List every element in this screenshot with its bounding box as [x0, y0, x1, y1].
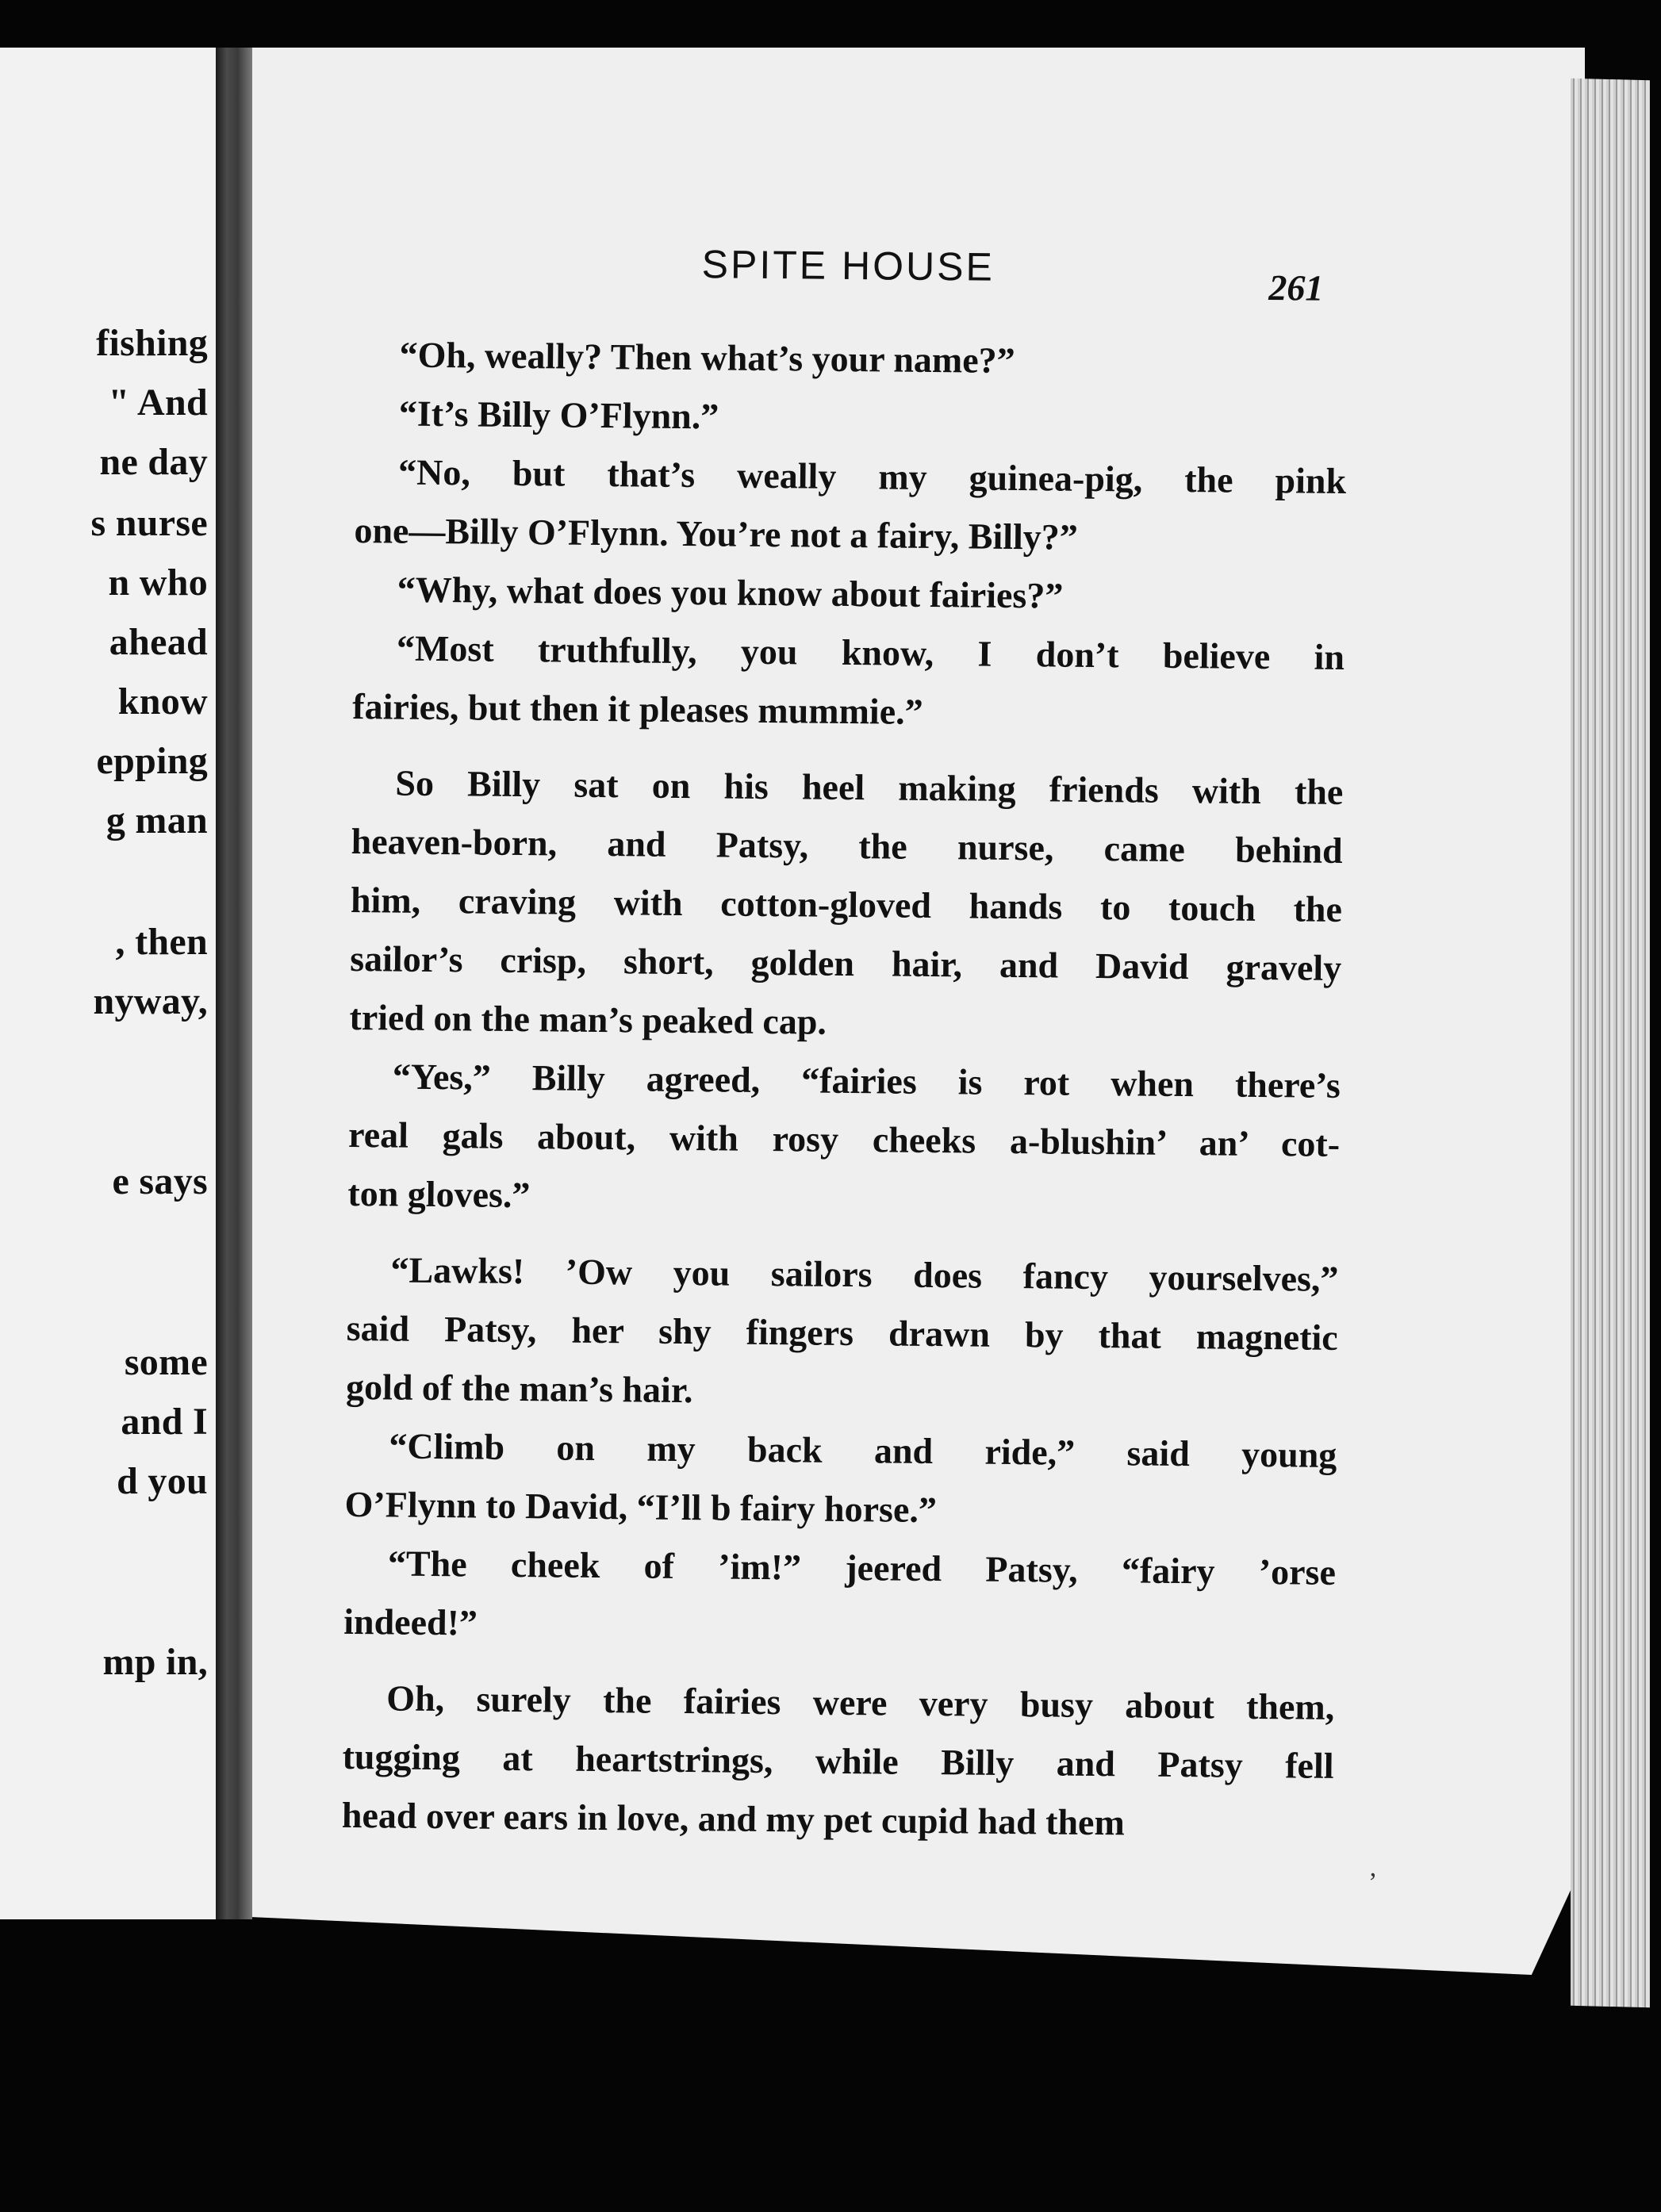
text-line: indeed!” — [343, 1601, 478, 1643]
paragraph — [343, 1534, 1336, 1661]
text-line: ton gloves.” — [347, 1172, 531, 1216]
text-line: “Yes,” Billy agreed, “fairies is rot when there’s — [392, 1056, 1341, 1106]
scan-speck: ’ — [1368, 1868, 1378, 1897]
text-line: Oh, surely the fairies were very busy about them, — [386, 1677, 1335, 1727]
text-line: said Patsy, her shy fingers drawn by that magnetic — [346, 1307, 1338, 1358]
text-line: “No, but that’s weally my guinea-pig, the pink — [397, 451, 1347, 501]
paragraph — [353, 560, 1345, 628]
page-number: 261 — [1268, 267, 1324, 309]
left-line: n who — [108, 562, 208, 604]
paragraph — [349, 753, 1343, 1056]
paragraph — [352, 619, 1345, 746]
page-header — [356, 238, 1348, 335]
text-line: head over ears in love, and my pet cupid had them — [341, 1794, 1126, 1843]
left-page — [0, 48, 216, 1919]
text-line: tugging at heartstrings, while Billy and Patsy fell — [342, 1735, 1334, 1786]
paragraph — [355, 384, 1348, 452]
left-line: mp in, — [102, 1641, 208, 1683]
text-line: “Oh, weally? Then what’s your name?” — [399, 334, 1015, 381]
left-line: fishing — [96, 322, 208, 364]
left-line: g man — [105, 799, 208, 841]
paragraph — [344, 1417, 1337, 1543]
left-line: and I — [121, 1401, 208, 1443]
paragraph — [346, 1240, 1339, 1426]
text-line: him, craving with cotton-gloved hands to touch the — [350, 879, 1343, 930]
paragraph — [342, 1669, 1335, 1854]
text-line: “Lawks! ’Ow you sailors does fancy yourselves,” — [390, 1249, 1339, 1299]
left-line: d you — [117, 1460, 208, 1502]
left-line: , then — [115, 921, 208, 963]
left-line: know — [117, 680, 208, 723]
paragraph — [354, 443, 1346, 569]
text-line: sailor’s crisp, short, golden hair, and David gravely — [350, 937, 1342, 988]
text-line: “It’s Billy O’Flynn.” — [398, 393, 719, 437]
left-line: epping — [96, 740, 208, 782]
text-line: fairies, but then it pleases mummie.” — [352, 685, 923, 732]
body-text — [342, 325, 1348, 1854]
text-line: heaven-born, and Patsy, the nurse, came behind — [351, 820, 1343, 871]
text-line: “Climb on my back and ride,” said young — [389, 1425, 1337, 1475]
left-line: " And — [108, 381, 208, 424]
left-line: nyway, — [93, 980, 208, 1022]
left-line: ne day — [99, 441, 208, 483]
text-line: “Most truthfully, you know, I don’t believe in — [396, 627, 1345, 677]
left-line: ahead — [109, 621, 208, 663]
text-line: O’Flynn to David, “I’ll b fairy horse.” — [344, 1483, 938, 1531]
page-edges — [1571, 79, 1650, 2008]
running-head: SPITE HOUSE — [701, 242, 995, 289]
left-line: e says — [112, 1160, 208, 1202]
page-content — [342, 238, 1348, 1854]
paragraph — [347, 1047, 1341, 1233]
paragraph — [355, 325, 1348, 393]
text-line: “Why, what does you know about fairies?” — [397, 569, 1064, 616]
text-line: So Billy sat on his heel making friends with the — [395, 762, 1344, 812]
left-line: some — [124, 1341, 208, 1383]
book-gutter — [216, 48, 252, 1919]
left-line: s nurse — [90, 502, 208, 544]
text-line: gold of the man’s hair. — [345, 1366, 693, 1411]
text-line: one—Billy O’Flynn. You’re not a fairy, Billy?” — [354, 509, 1079, 558]
text-line: real gals about, with rosy cheeks a-blushin’ an’ cot- — [347, 1114, 1341, 1164]
text-line: tried on the man’s peaked cap. — [349, 996, 827, 1042]
text-line: “The cheek of ’im!” jeered Patsy, “fairy ’orse — [387, 1543, 1337, 1593]
